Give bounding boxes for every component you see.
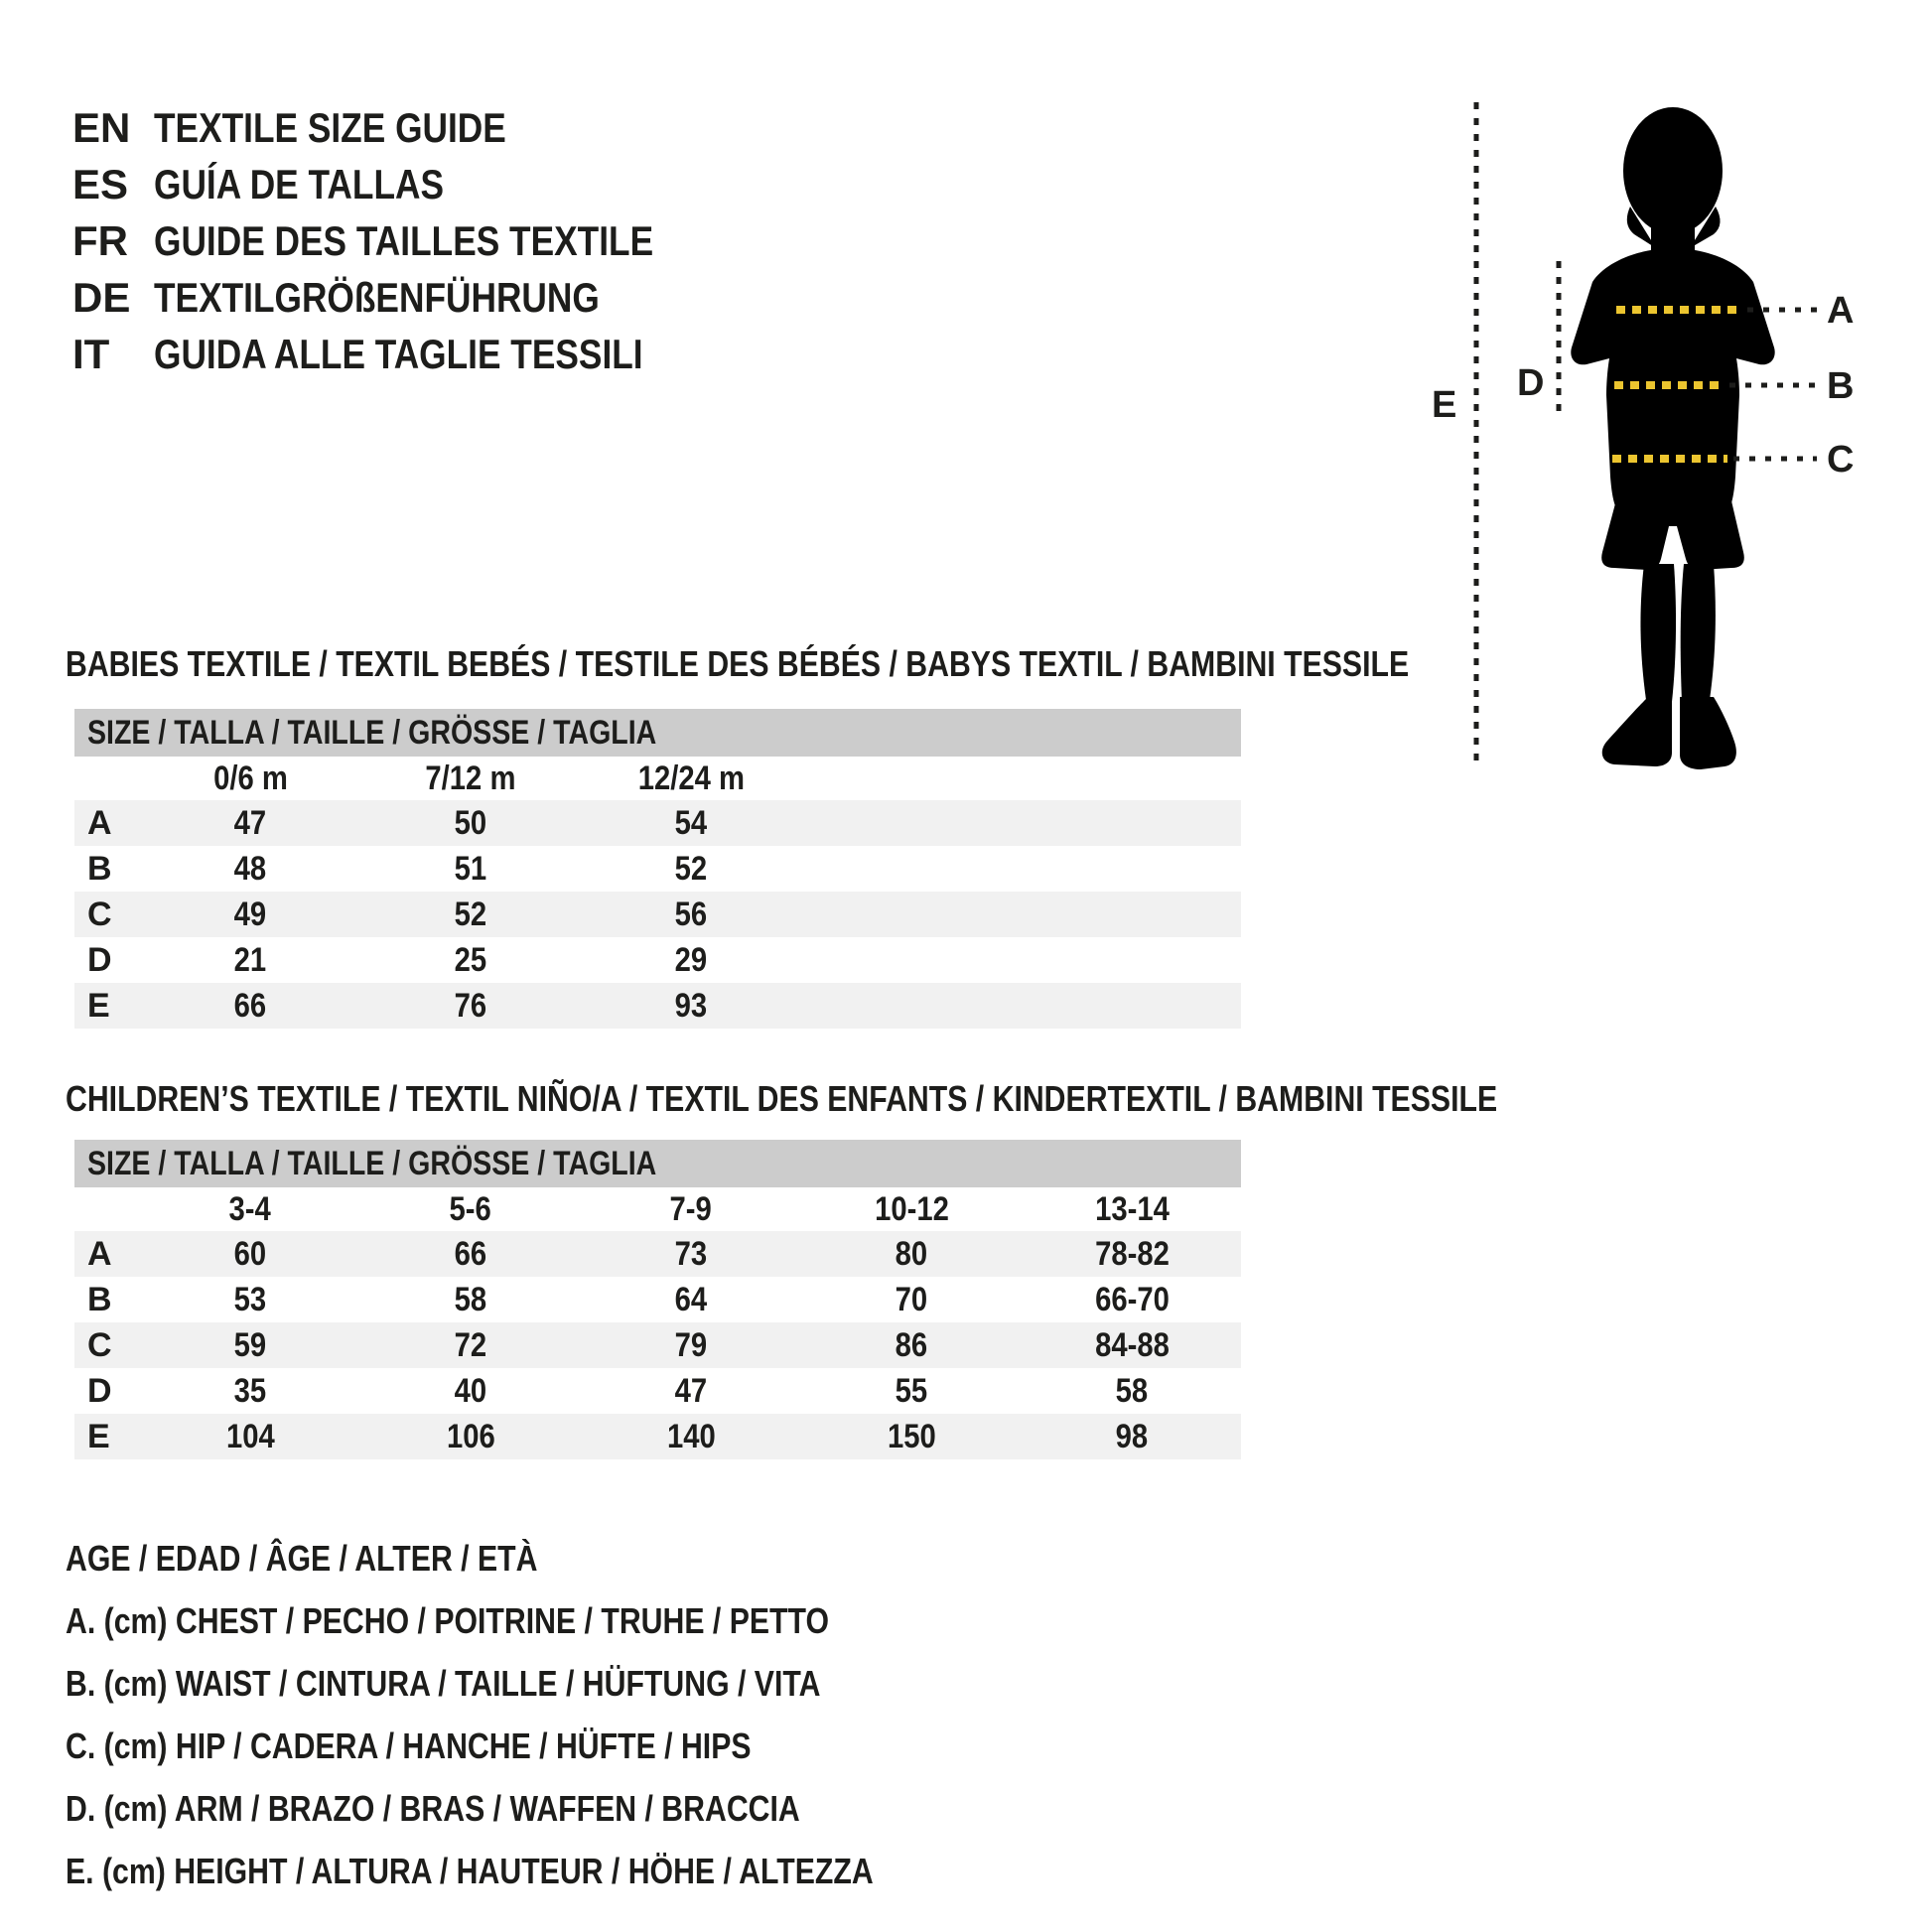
- size-header-bar: SIZE / TALLA / TAILLE / GRÖSSE / TAGLIA: [74, 1140, 1241, 1187]
- language-row: [72, 156, 749, 212]
- language-row: [72, 99, 749, 156]
- row-label: D: [87, 940, 112, 979]
- guide-title: GUIDA ALLE TAGLIE TESSILI: [154, 331, 643, 377]
- column-header: 5-6: [449, 1189, 492, 1228]
- children-section-title: CHILDREN’S TEXTILE / TEXTIL NIÑO/A / TEXTIL DES ENFANTS / KINDERTEXTIL / BAMBINI TESSILE: [66, 1078, 1498, 1119]
- table-row: C 59 72 79 86 84-88: [74, 1322, 1241, 1368]
- language-code: ES: [72, 161, 129, 207]
- guide-title: TEXTILE SIZE GUIDE: [154, 104, 506, 151]
- table-row: B 48 51 52: [74, 846, 1241, 892]
- arm-label: D: [1517, 362, 1545, 404]
- children-size-table: [74, 1140, 1241, 1459]
- legend-line: A. (cm) CHEST / PECHO / POITRINE / TRUHE / PETTO: [66, 1600, 829, 1641]
- language-row: [72, 212, 749, 269]
- column-header: 7/12 m: [425, 759, 516, 797]
- column-header-row: [74, 757, 1241, 800]
- column-header: 7-9: [669, 1189, 713, 1228]
- legend-line: B. (cm) WAIST / CINTURA / TAILLE / HÜFTUNG / VITA: [66, 1663, 821, 1704]
- language-row: [72, 326, 749, 382]
- table-row: C 49 52 56: [74, 892, 1241, 937]
- table-row: B 53 58 64 70 66-70: [74, 1277, 1241, 1322]
- babies-section-title: BABIES TEXTILE / TEXTIL BEBÉS / TESTILE DES BÉBÉS / BABYS TEXTIL / BAMBINI TESSILE: [66, 643, 1410, 684]
- guide-title: GUÍA DE TALLAS: [154, 161, 445, 207]
- table-row: D 21 25 29: [74, 937, 1241, 983]
- table-row: A 60 66 73 80 78-82: [74, 1231, 1241, 1277]
- column-header: 3-4: [228, 1189, 272, 1228]
- language-title-list: [72, 99, 749, 382]
- row-label: B: [87, 1280, 112, 1318]
- row-label: C: [87, 1325, 112, 1364]
- measurement-legend: [66, 1527, 1028, 1902]
- size-header-bar: SIZE / TALLA / TAILLE / GRÖSSE / TAGLIA: [74, 709, 1241, 757]
- guide-title: GUIDE DES TAILLES TEXTILE: [154, 217, 654, 264]
- table-row: E 104 106 140 150 98: [74, 1414, 1241, 1459]
- hip-label: C: [1827, 439, 1855, 481]
- row-label: B: [87, 849, 112, 888]
- measurement-figure: [1420, 60, 1932, 834]
- legend-line: C. (cm) HIP / CADERA / HANCHE / HÜFTE / HIPS: [66, 1725, 752, 1766]
- waist-label: B: [1827, 365, 1855, 407]
- column-header: 10-12: [874, 1189, 949, 1228]
- table-row: A 47 50 54: [74, 800, 1241, 846]
- row-label: A: [87, 1234, 112, 1273]
- height-label: E: [1432, 384, 1457, 426]
- language-code: FR: [72, 217, 128, 264]
- table-row: E 66 76 93: [74, 983, 1241, 1029]
- column-header: 13-14: [1094, 1189, 1170, 1228]
- table-row: D 35 40 47 55 58: [74, 1368, 1241, 1414]
- column-header-row: [74, 1187, 1241, 1231]
- row-label: A: [87, 803, 112, 842]
- legend-line: D. (cm) ARM / BRAZO / BRAS / WAFFEN / BRACCIA: [66, 1788, 800, 1829]
- row-label: D: [87, 1371, 112, 1410]
- legend-line: AGE / EDAD / ÂGE / ALTER / ETÀ: [66, 1538, 538, 1579]
- column-header: 0/6 m: [212, 759, 288, 797]
- chest-label: A: [1827, 290, 1855, 332]
- language-code: IT: [72, 331, 110, 377]
- row-label: E: [87, 986, 110, 1025]
- babies-size-table: [74, 709, 1241, 1029]
- row-label: C: [87, 895, 112, 933]
- legend-line: E. (cm) HEIGHT / ALTURA / HAUTEUR / HÖHE / ALTEZZA: [66, 1851, 874, 1891]
- language-code: EN: [72, 104, 131, 151]
- language-row: [72, 269, 749, 326]
- column-header: 12/24 m: [637, 759, 745, 797]
- guide-title: TEXTILGRÖßENFÜHRUNG: [154, 274, 600, 321]
- row-label: E: [87, 1417, 110, 1455]
- language-code: DE: [72, 274, 131, 321]
